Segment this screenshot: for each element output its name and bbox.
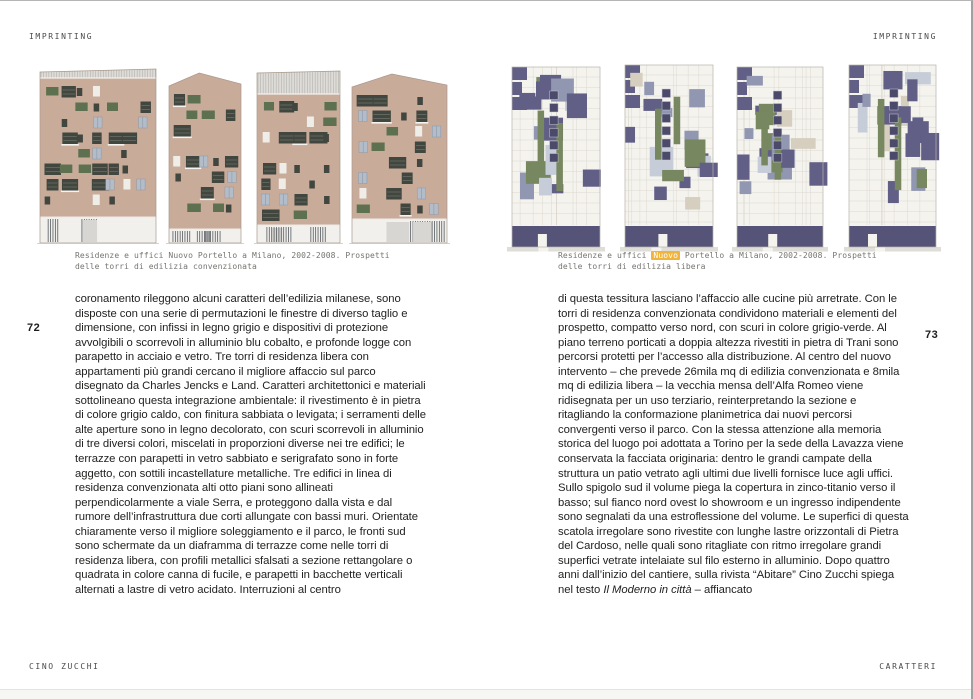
caption-left bbox=[75, 250, 390, 272]
caption-right-post: Portello a Milano, 2002-2008. Prospetti bbox=[680, 251, 877, 260]
caption-right-line1 bbox=[558, 250, 877, 261]
caption-right bbox=[558, 250, 877, 272]
page-number-left: 72 bbox=[27, 322, 41, 334]
elevation-convenzionata-1 bbox=[37, 67, 159, 244]
elevation-convenzionata-4 bbox=[349, 74, 450, 244]
elevation-libera-2 bbox=[620, 65, 718, 252]
elevation-libera-1 bbox=[507, 67, 605, 252]
body-right-pre: di questa tessitura lasciano l’affaccio alle cucine più arretrate. Con le torri di residenza convenzionata condividono materiali e elementi del prospetto, compatto verso nord, con scuri in colore grigio-verde. Al piano terreno porticati a doppia altezza rivestiti in pietra di Trani sono percorsi protetti per l’accesso alla distribuzione. Al centro del nuovo intervento – che prevede 26mila mq di edilizia convenzionata e 8mila mq di edilizia libera – la vecchia mensa dell’Alfa Romeo viene ridisegnata per un uso terziario, reinterpretando la sezione e ritagliando la conformazione planimetrica dai nuovi percorsi convergenti verso il parco. Con la stessa attenzione alla memoria storica del luogo poi adottata a Torino per la sede della Lavazza viene conservata la facciata originaria: dentro le grandi campate della struttura un patio vetrato agli ultimi due livelli fornisce luce agli uffici. Sullo spigolo sud il volume piega la copertura in zinco-titanio verso il basso; sul fianco nord ovest lo showroom e un ingresso indipendente sono segnalati da una estroflessione del volume. Le superfici di questa scatola irregolare sono rivestite con lunghe lastre orizzontali di Pietra del Cardoso, nelle quali sono ritagliate con ritmo irregolare grandi superfici vetrate intelaiate sul filo esterno in alluminio. Dopo quattro anni dall’inizio del cantiere, sulla rivista “Abitare” Cino Zucchi spiega nel testo bbox=[558, 293, 909, 596]
elevation-libera-3 bbox=[732, 67, 828, 252]
body-right-post: – affiancato bbox=[691, 583, 753, 596]
elevation-convenzionata-2 bbox=[166, 73, 244, 244]
running-head-left: IMPRINTING bbox=[29, 32, 94, 41]
running-head-right: IMPRINTING bbox=[872, 32, 937, 41]
caption-left-line2: delle torri di edilizia convenzionata bbox=[75, 262, 257, 271]
body-column-left: coronamento rileggono alcuni caratteri dell’edilizia milanese, sono disposte con una serie di permutazioni le finestre di diverso taglio e dimensione, con infissi in legno grigio e dispositivi di protezione avvolgibili o scorrevoli in alluminio blu cobalto, e profonde logge con parapetto in acciaio e vetro. Tre torri di residenza libera con appartamenti più grandi cercano il migliore affaccio sul parco disegnato da Charles Jencks e Land. Caratteri architettonici e materiali sottolineano questa integrazione ambientale: il rivestimento è in pietra di colore grigio caldo, con finitura sabbiata o levigata; i serramenti delle alte aperture sono in legno decolorato, con scuri scorrevoli in alluminio di tre diversi colori, miscelati in proporzioni diverse nei tre edifici; le terrazze con parapetti in vetro sabbiato e serigrafato sono in forte aggetto, con sottili incastellature metalliche. Tre edifici in linea di residenza convenzionata alti otto piani sono allineati perpendicolarmente a viale Serra, e proteggono dalla vista e dal rumore dell’infrastruttura due corti allungate con bassi muri. Orientate chiaramente verso il migliore soleggiamento e il parco, le fronti sud sono schermate da un diaframma di terrazze come nelle torri di residenza libera, con profili metallici sfalsati a sezione rettangolare o quadrata in colore canna di fucile, e parapetti in bacchette verticali alternati a lastre di vetro acidato. Interruzioni al centro bbox=[75, 293, 426, 596]
page-number-right: 73 bbox=[925, 329, 939, 341]
caption-right-line2: delle torri di edilizia libera bbox=[558, 262, 706, 271]
footer-right: CARATTERI bbox=[879, 662, 937, 671]
body-column-right bbox=[558, 292, 910, 597]
body-right-italic: Il Moderno in città bbox=[603, 583, 692, 596]
caption-left-line1: Residenze e uffici Nuovo Portello a Milano, 2002-2008. Prospetti bbox=[75, 251, 390, 260]
caption-right-pre: Residenze e uffici bbox=[558, 251, 652, 260]
page-edge-strip bbox=[0, 689, 971, 699]
elevation-convenzionata-3 bbox=[254, 69, 343, 244]
elevation-drawings bbox=[0, 1, 973, 261]
elevation-libera-4 bbox=[844, 65, 941, 252]
footer-left: CINO ZUCCHI bbox=[29, 662, 100, 671]
search-highlight: Nuovo bbox=[653, 251, 679, 260]
